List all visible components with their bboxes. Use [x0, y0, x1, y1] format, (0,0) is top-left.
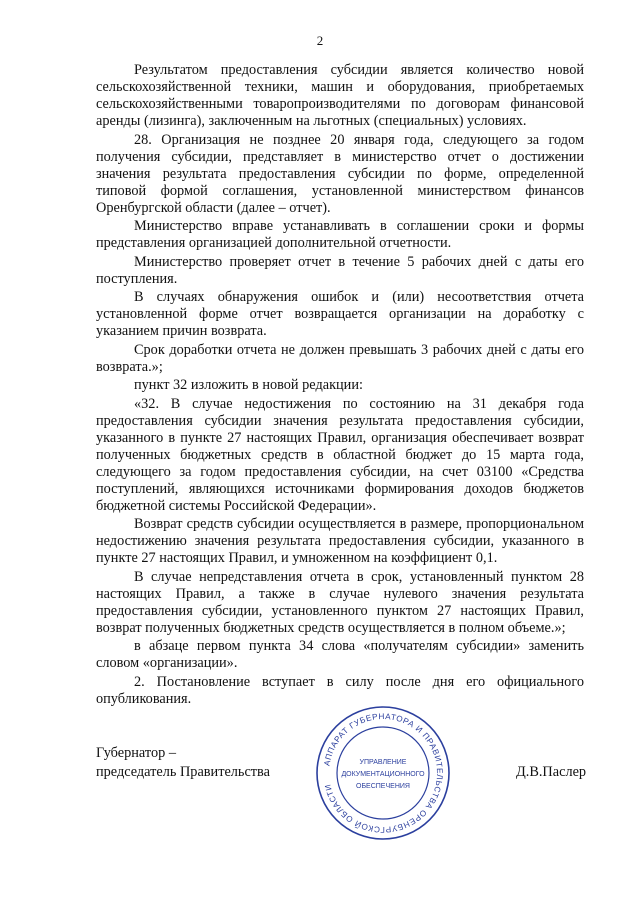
paragraph: Министерство проверяет отчет в течение 5 рабочих дней с даты его поступления.: [96, 253, 584, 287]
paragraph: Министерство вправе устанавливать в соглашении сроки и формы представления организацией дополнительной отчетности.: [96, 218, 584, 251]
stamp-center-line: УПРАВЛЕНИЕ: [359, 759, 407, 766]
paragraph: 28. Организация не позднее 20 января года, следующего за годом получения субсидии, представляет в министерство отчет о достижении значения результата предоставления субсидии по форме, определенной типовой формой соглашения, установленной министерством финансов Оренбургской области (далее – отчет).: [96, 131, 584, 216]
stamp-center-line: ДОКУМЕНТАЦИОННОГО: [341, 771, 425, 778]
page-number: 2: [316, 33, 324, 48]
signature-title: [96, 744, 270, 782]
paragraph: «32. В случае недостижения по состоянию на 31 декабря года предоставления субсидии значения результата предоставления субсидии, указанного в пункте 27 настоящих Правил, организация обеспечивает возврат полученных бюджетных средств в областной бюджет до 15 марта года, следующего за годом предоставления субсидии, на счет 03100 «Средства поступлений, являющихся источниками формирования доходов бюджетов бюджетной системы Российской Федерации».: [96, 395, 584, 514]
paragraph: Возврат средств субсидии осуществляется в размере, пропорциональном недостижению значения результата предоставления субсидии, указанного в пункте 27 настоящих Правил, и умноженном на коэффициент 0,1.: [96, 516, 584, 566]
stamp-center-line: ОБЕСПЕЧЕНИЯ: [356, 783, 410, 790]
paragraph: Срок доработки отчета не должен превышать 3 рабочих дней с даты его возврата.»;: [96, 341, 584, 375]
paragraph: в абзаце первом пункта 34 слова «получателям субсидии» заменить словом «организации».: [96, 638, 584, 671]
paragraph: 2. Постановление вступает в силу после дня его официального опубликования.: [96, 673, 584, 707]
paragraph: пункт 32 изложить в новой редакции:: [134, 377, 363, 393]
signature-title-line: Губернатор –: [96, 745, 176, 761]
stamp-ring-text: АППАРАТ ГУБЕРНАТОРА И ПРАВИТЕЛЬСТВА ОРЕНБУРГСКОЙ ОБЛАСТИ: [322, 711, 445, 835]
signatory-name: Д.В.Паслер: [516, 764, 587, 780]
official-stamp: [314, 704, 452, 842]
document-body: [96, 62, 584, 708]
signature-title-line: председатель Правительства: [96, 764, 270, 780]
paragraph: В случаях обнаружения ошибок и (или) несоответствия отчета установленной форме отчет возвращается организации на доработку с указанием причин возврата.: [96, 289, 584, 339]
paragraph: Результатом предоставления субсидии является количество новой сельскохозяйственной техники, машин и оборудования, приобретаемых сельскохозяйственными товаропроизводителями по договорам финансовой аренды (лизинга), заключенным на льготных (специальных) условиях.: [96, 62, 584, 129]
paragraph: В случае непредставления отчета в срок, установленный пунктом 28 настоящих Правил, а также в случае нулевого значения результата предоставления субсидии, установленного пунктом 27 настоящих Правил, возврат полученных бюджетных средств осуществляется в полном объеме.»;: [96, 568, 584, 636]
